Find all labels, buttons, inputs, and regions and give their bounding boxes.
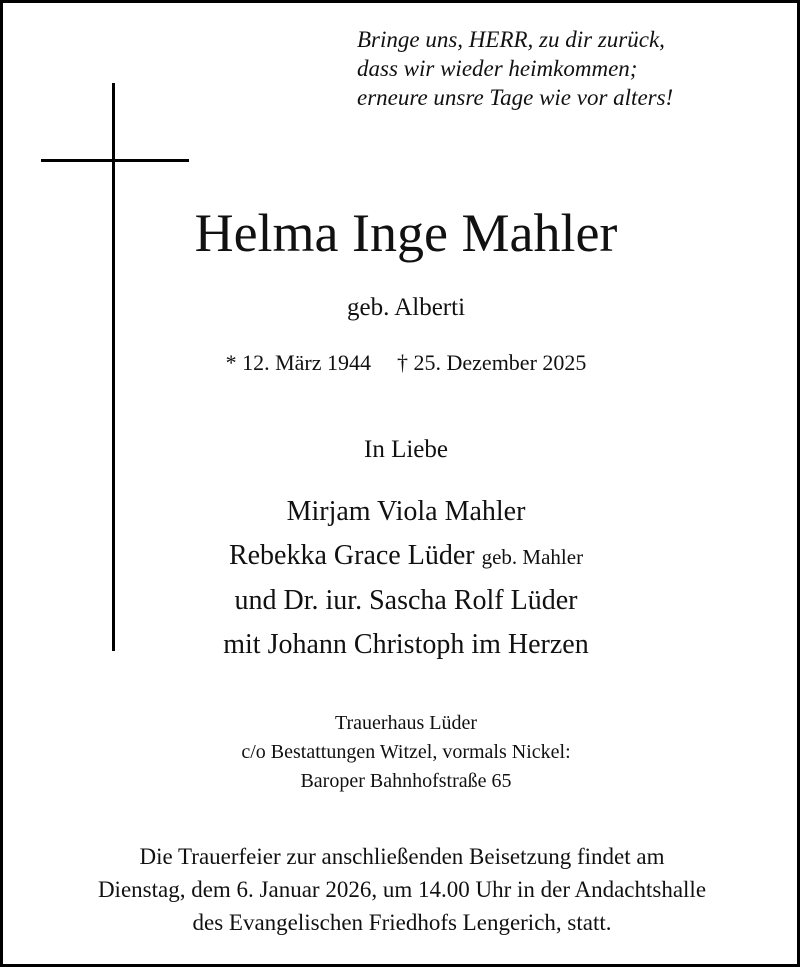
service-line-1: Die Trauerfeier zur anschließenden Beisetzung findet am	[139, 844, 665, 869]
mourner-1: Mirjam Viola Mahler	[286, 496, 526, 527]
mourner-4: mit Johann Christoph im Herzen	[223, 629, 589, 660]
address-line-2: c/o Bestattungen Witzel, vormals Nickel:	[241, 741, 571, 763]
mourner-2	[9, 534, 800, 579]
life-dates	[9, 349, 800, 377]
birth-date: * 12. März 1944	[225, 350, 372, 375]
bible-verse	[357, 25, 673, 112]
in-love-heading: In Liebe	[364, 436, 448, 463]
deceased-name: Helma Inge Mahler	[194, 203, 618, 263]
mourners-list	[9, 490, 800, 667]
address-line-3: Baroper Bahnhofstraße 65	[300, 770, 512, 792]
verse-line-2: dass wir wieder heimkommen;	[357, 56, 638, 81]
service-line-2: Dienstag, dem 6. Januar 2026, um 14.00 Uhr in der Andachtshalle	[97, 877, 707, 902]
address-line-1: Trauerhaus Lüder	[334, 712, 477, 734]
funeral-service-info	[5, 840, 799, 939]
mourning-house-address	[9, 709, 800, 796]
mourner-2-name: Rebekka Grace Lüder	[228, 540, 475, 571]
verse-line-3: erneure unsre Tage wie vor alters!	[357, 85, 674, 110]
cross-icon-horizontal-bar	[41, 159, 189, 162]
mourner-3: und Dr. iur. Sascha Rolf Lüder	[234, 585, 578, 616]
service-line-3: des Evangelischen Friedhofs Lengerich, statt.	[192, 910, 612, 935]
death-date: † 25. Dezember 2025	[397, 350, 587, 375]
birth-name: geb. Alberti	[346, 294, 466, 321]
verse-line-1: Bringe uns, HERR, zu dir zurück,	[357, 27, 665, 52]
mourner-2-birth-name: geb. Mahler	[481, 545, 584, 569]
